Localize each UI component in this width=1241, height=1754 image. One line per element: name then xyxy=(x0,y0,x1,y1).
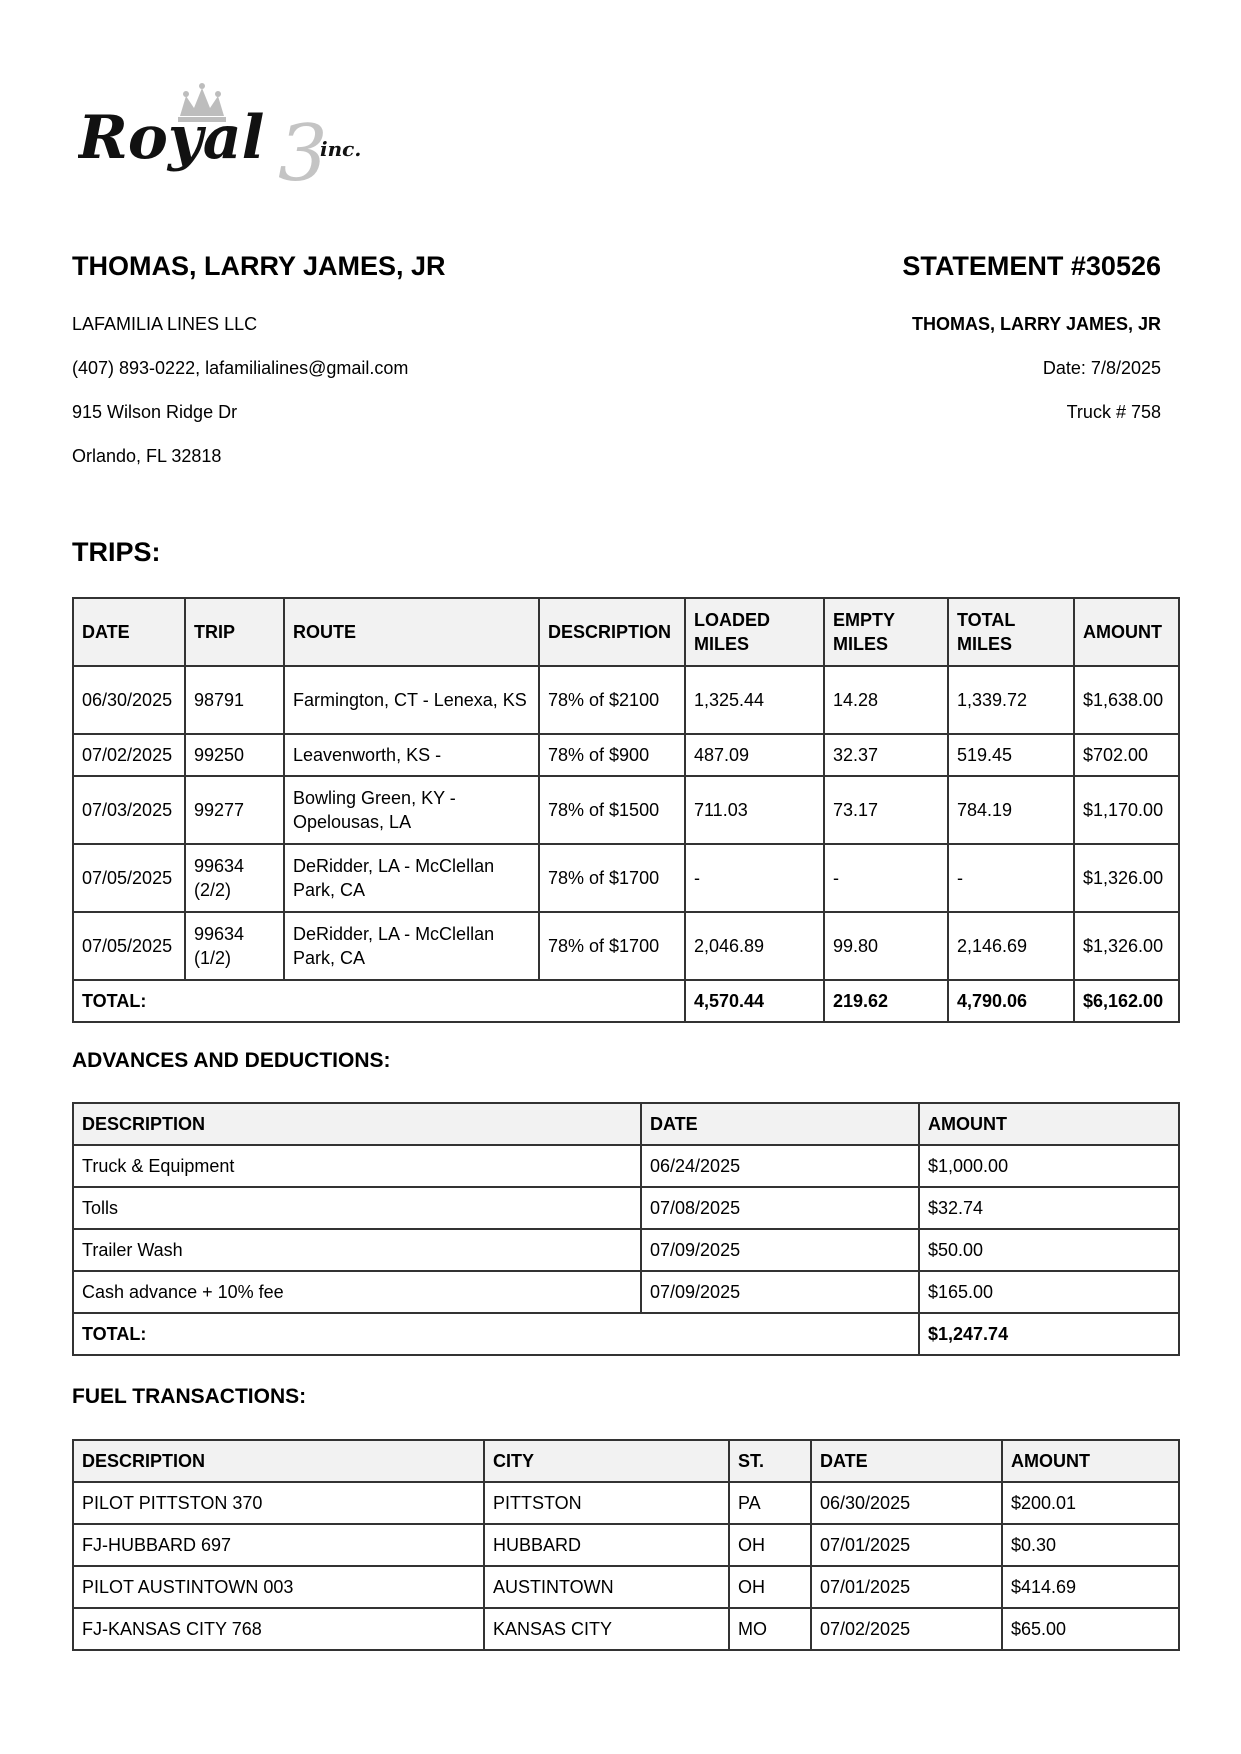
statement-title: STATEMENT #30526 xyxy=(902,251,1161,281)
driver-info xyxy=(72,310,408,486)
contact-info: (407) 893-0222, lafamilialines@gmail.com xyxy=(72,358,409,378)
column-header: TOTAL MILES xyxy=(948,598,1074,666)
table-row xyxy=(73,734,1179,776)
trip-number: 99277 xyxy=(185,776,284,844)
fuel-amount: $65.00 xyxy=(1002,1608,1179,1650)
deduction-amount: $1,000.00 xyxy=(919,1145,1179,1187)
total-loaded-miles: 4,570.44 xyxy=(685,980,824,1022)
fuel-city: PITTSTON xyxy=(484,1482,729,1524)
total-total-miles: 4,790.06 xyxy=(948,980,1074,1022)
trip-amount: $1,170.00 xyxy=(1074,776,1179,844)
deduction-date: 07/09/2025 xyxy=(641,1229,919,1271)
column-header: AMOUNT xyxy=(1074,598,1179,666)
fuel-amount: $200.01 xyxy=(1002,1482,1179,1524)
deduction-description: Trailer Wash xyxy=(73,1229,641,1271)
loaded-miles: 2,046.89 xyxy=(685,912,824,980)
table-row xyxy=(73,1524,1179,1566)
fuel-heading: FUEL TRANSACTIONS: xyxy=(72,1385,307,1408)
fuel-date: 07/02/2025 xyxy=(811,1608,1002,1650)
fuel-city: HUBBARD xyxy=(484,1524,729,1566)
address-line-2: Orlando, FL 32818 xyxy=(72,446,222,466)
trip-route: DeRidder, LA - McClellan Park, CA xyxy=(284,844,539,912)
empty-miles: 32.37 xyxy=(824,734,948,776)
trip-route: Leavenworth, KS - xyxy=(284,734,539,776)
company-name: LAFAMILIA LINES LLC xyxy=(72,314,258,334)
statement-info xyxy=(912,310,1161,442)
deduction-description: Tolls xyxy=(73,1187,641,1229)
trip-amount: $702.00 xyxy=(1074,734,1179,776)
fuel-description: FJ-HUBBARD 697 xyxy=(73,1524,484,1566)
deduction-amount: $32.74 xyxy=(919,1187,1179,1229)
column-header: EMPTY MILES xyxy=(824,598,948,666)
trip-number: 99250 xyxy=(185,734,284,776)
statement-date: Date: 7/8/2025 xyxy=(1042,358,1161,378)
column-header: DESCRIPTION xyxy=(73,1440,484,1482)
fuel-city: AUSTINTOWN xyxy=(484,1566,729,1608)
total-miles: 1,339.72 xyxy=(948,666,1074,734)
table-row xyxy=(73,1229,1179,1271)
total-miles: 519.45 xyxy=(948,734,1074,776)
trip-description: 78% of $1700 xyxy=(539,912,685,980)
table-row xyxy=(73,1271,1179,1313)
deductions-total: $1,247.74 xyxy=(919,1313,1179,1355)
column-header: TRIP xyxy=(185,598,284,666)
trip-number: 98791 xyxy=(185,666,284,734)
logo-suffix: inc. xyxy=(320,137,362,161)
column-header: ST. xyxy=(729,1440,811,1482)
deduction-description: Cash advance + 10% fee xyxy=(73,1271,641,1313)
deductions-heading: ADVANCES AND DEDUCTIONS: xyxy=(72,1049,391,1072)
column-header: LOADED MILES xyxy=(685,598,824,666)
fuel-amount: $0.30 xyxy=(1002,1524,1179,1566)
deduction-date: 07/08/2025 xyxy=(641,1187,919,1229)
fuel-state: MO xyxy=(729,1608,811,1650)
fuel-state: PA xyxy=(729,1482,811,1524)
trip-description: 78% of $1700 xyxy=(539,844,685,912)
fuel-date: 07/01/2025 xyxy=(811,1566,1002,1608)
trip-amount: $1,638.00 xyxy=(1074,666,1179,734)
table-row xyxy=(73,1145,1179,1187)
loaded-miles: 711.03 xyxy=(685,776,824,844)
trip-date: 06/30/2025 xyxy=(73,666,185,734)
fuel-state: OH xyxy=(729,1566,811,1608)
fuel-description: FJ-KANSAS CITY 768 xyxy=(73,1608,484,1650)
loaded-miles: - xyxy=(685,844,824,912)
column-header: DESCRIPTION xyxy=(539,598,685,666)
table-row xyxy=(73,1187,1179,1229)
table-header-row xyxy=(73,1103,1179,1145)
table-header-row xyxy=(73,1440,1179,1482)
trip-date: 07/05/2025 xyxy=(73,912,185,980)
deduction-amount: $165.00 xyxy=(919,1271,1179,1313)
trips-table xyxy=(72,597,1180,1023)
table-row xyxy=(73,844,1179,912)
column-header: DATE xyxy=(641,1103,919,1145)
table-row xyxy=(73,1482,1179,1524)
total-label: TOTAL: xyxy=(73,1313,919,1355)
fuel-date: 06/30/2025 xyxy=(811,1482,1002,1524)
column-header: DATE xyxy=(811,1440,1002,1482)
trip-description: 78% of $1500 xyxy=(539,776,685,844)
loaded-miles: 487.09 xyxy=(685,734,824,776)
empty-miles: 73.17 xyxy=(824,776,948,844)
table-row xyxy=(73,1566,1179,1608)
column-header: DESCRIPTION xyxy=(73,1103,641,1145)
trips-total-row xyxy=(73,980,1179,1022)
table-row xyxy=(73,666,1179,734)
address-line-1: 915 Wilson Ridge Dr xyxy=(72,402,238,422)
table-row xyxy=(73,776,1179,844)
table-row xyxy=(73,1608,1179,1650)
total-label: TOTAL: xyxy=(73,980,685,1022)
column-header: DATE xyxy=(73,598,185,666)
logo-text: Royal xyxy=(78,103,265,173)
table-row xyxy=(73,912,1179,980)
trip-date: 07/03/2025 xyxy=(73,776,185,844)
trip-number: 99634 (1/2) xyxy=(185,912,284,980)
total-miles: 2,146.69 xyxy=(948,912,1074,980)
logo-numeral: 3 xyxy=(278,109,328,193)
fuel-city: KANSAS CITY xyxy=(484,1608,729,1650)
total-empty-miles: 219.62 xyxy=(824,980,948,1022)
trip-route: Bowling Green, KY - Opelousas, LA xyxy=(284,776,539,844)
deductions-total-row xyxy=(73,1313,1179,1355)
total-amount: $6,162.00 xyxy=(1074,980,1179,1022)
trip-description: 78% of $2100 xyxy=(539,666,685,734)
table-header-row xyxy=(73,598,1179,666)
crown-logo-icon xyxy=(78,78,388,193)
fuel-state: OH xyxy=(729,1524,811,1566)
fuel-amount: $414.69 xyxy=(1002,1566,1179,1608)
fuel-date: 07/01/2025 xyxy=(811,1524,1002,1566)
deduction-amount: $50.00 xyxy=(919,1229,1179,1271)
empty-miles: - xyxy=(824,844,948,912)
column-header: AMOUNT xyxy=(919,1103,1179,1145)
fuel-table xyxy=(72,1439,1180,1651)
company-logo xyxy=(78,78,388,193)
total-miles: - xyxy=(948,844,1074,912)
deduction-description: Truck & Equipment xyxy=(73,1145,641,1187)
column-header: AMOUNT xyxy=(1002,1440,1179,1482)
total-miles: 784.19 xyxy=(948,776,1074,844)
truck-number: Truck # 758 xyxy=(1066,402,1161,422)
statement-driver-name: THOMAS, LARRY JAMES, JR xyxy=(911,314,1161,334)
column-header: ROUTE xyxy=(284,598,539,666)
trip-amount: $1,326.00 xyxy=(1074,912,1179,980)
fuel-description: PILOT PITTSTON 370 xyxy=(73,1482,484,1524)
empty-miles: 99.80 xyxy=(824,912,948,980)
fuel-description: PILOT AUSTINTOWN 003 xyxy=(73,1566,484,1608)
deductions-table xyxy=(72,1102,1180,1356)
trip-description: 78% of $900 xyxy=(539,734,685,776)
trip-route: DeRidder, LA - McClellan Park, CA xyxy=(284,912,539,980)
trip-number: 99634 (2/2) xyxy=(185,844,284,912)
trip-amount: $1,326.00 xyxy=(1074,844,1179,912)
trip-date: 07/05/2025 xyxy=(73,844,185,912)
deduction-date: 07/09/2025 xyxy=(641,1271,919,1313)
trip-route: Farmington, CT - Lenexa, KS xyxy=(284,666,539,734)
column-header: CITY xyxy=(484,1440,729,1482)
deduction-date: 06/24/2025 xyxy=(641,1145,919,1187)
trips-heading: TRIPS: xyxy=(72,537,161,567)
empty-miles: 14.28 xyxy=(824,666,948,734)
loaded-miles: 1,325.44 xyxy=(685,666,824,734)
trip-date: 07/02/2025 xyxy=(73,734,185,776)
driver-name-title: THOMAS, LARRY JAMES, JR xyxy=(72,251,446,281)
